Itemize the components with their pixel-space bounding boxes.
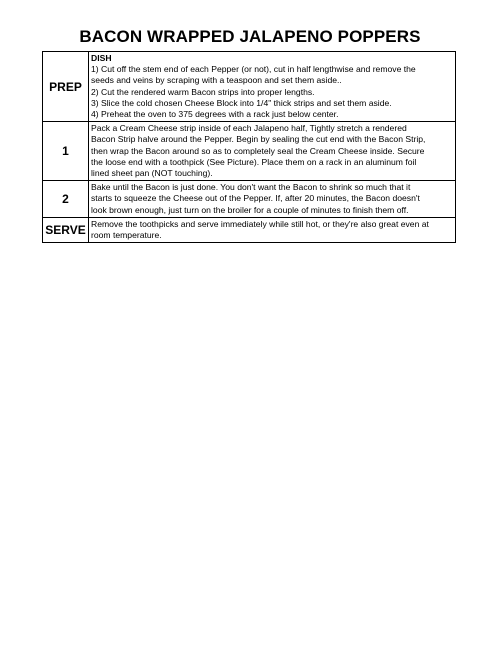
step-body-2 bbox=[89, 181, 456, 218]
step-line: Bacon Strip halve around the Pepper. Begin by sealing the cut end with the Bacon Strip, bbox=[91, 134, 426, 145]
recipe-row-1 bbox=[43, 122, 456, 181]
step-line: 4) Preheat the oven to 375 degrees with a rack just below center. bbox=[91, 109, 339, 120]
recipe-row-serve bbox=[43, 217, 456, 242]
step-label-1: 1 bbox=[43, 122, 89, 181]
dish-heading: DISH bbox=[91, 53, 112, 63]
step-line: Bake until the Bacon is just done. You don't want the Bacon to shrink so much that it bbox=[91, 182, 411, 193]
step-line: 1) Cut off the stem end of each Pepper (or not), cut in half lengthwise and remove the bbox=[91, 64, 416, 75]
step-line: starts to squeeze the Cheese out of the Pepper. If, after 20 minutes, the Bacon doesn't bbox=[91, 193, 420, 204]
step-line: then wrap the Bacon around so as to completely seal the Cream Cheese inside. Secure bbox=[91, 145, 425, 156]
step-line: the loose end with a toothpick (See Picture). Place them on a rack in an aluminum foil bbox=[91, 156, 417, 167]
step-line: look brown enough, just turn on the broiler for a couple of minutes to finish them off. bbox=[91, 204, 409, 215]
recipe-table bbox=[42, 51, 456, 243]
step-body-1 bbox=[89, 122, 456, 181]
step-line: 3) Slice the cold chosen Cheese Block into 1/4" thick strips and set them aside. bbox=[91, 97, 392, 108]
step-body-prep bbox=[89, 52, 456, 122]
step-line: 2) Cut the rendered warm Bacon strips into proper lengths. bbox=[91, 86, 315, 97]
page-title: BACON WRAPPED JALAPENO POPPERS bbox=[79, 27, 421, 46]
step-line: Pack a Cream Cheese strip inside of each Jalapeno half, Tightly stretch a rendered bbox=[91, 123, 407, 134]
step-body-serve bbox=[89, 217, 456, 242]
step-label-prep: PREP bbox=[43, 52, 89, 122]
step-line: lined sheet pan (NOT touching). bbox=[91, 168, 213, 179]
step-line: Remove the toothpicks and serve immediately while still hot, or they're also great even at bbox=[91, 218, 429, 229]
step-line: room temperature. bbox=[91, 230, 162, 241]
recipe-row-2 bbox=[43, 181, 456, 218]
recipe-row-prep bbox=[43, 52, 456, 122]
step-line: seeds and veins by scraping with a teaspoon and set them aside.. bbox=[91, 75, 342, 86]
step-label-2: 2 bbox=[43, 181, 89, 218]
step-label-serve: SERVE bbox=[43, 217, 89, 242]
